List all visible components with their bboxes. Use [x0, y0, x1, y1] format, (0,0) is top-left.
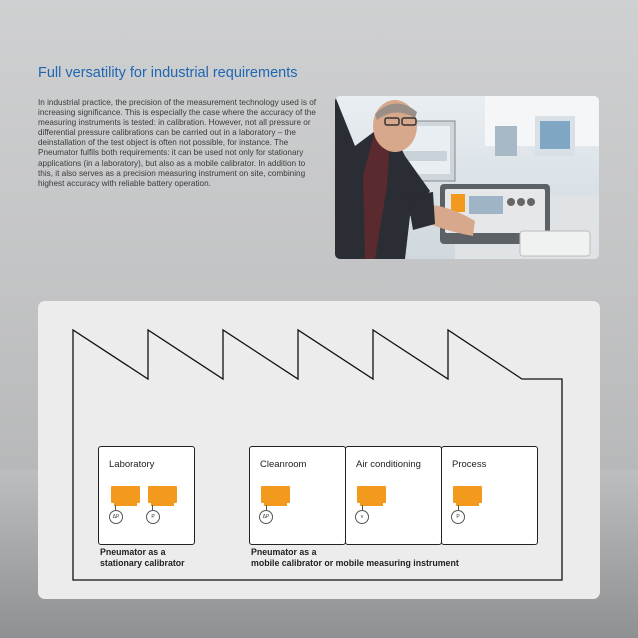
pneumator-device-icon: [357, 486, 386, 503]
differential-pressure-gauge-icon: ΔP: [259, 510, 273, 524]
box-label: Cleanroom: [260, 459, 307, 470]
pneumator-device-icon: [261, 486, 290, 503]
box-label: Air conditioning: [356, 459, 421, 470]
usage-diagram-panel: [38, 301, 600, 599]
box-label: Process: [452, 459, 487, 470]
box-label: Laboratory: [109, 459, 155, 470]
pneumator-device-icon: [111, 486, 140, 503]
caption-line: Pneumator as a: [100, 547, 166, 557]
velocity-gauge-icon: v: [355, 510, 369, 524]
box-laboratory: [98, 446, 195, 545]
caption-mobile: [251, 547, 459, 569]
caption-line: stationary calibrator: [100, 558, 185, 568]
photo-technician-calibrator: [335, 96, 599, 259]
pressure-gauge-icon: P: [451, 510, 465, 524]
box-cleanroom: [249, 446, 346, 545]
box-air-conditioning: [345, 446, 442, 545]
caption-stationary: [100, 547, 185, 569]
pneumator-device-icon: [148, 486, 177, 503]
differential-pressure-gauge-icon: ΔP: [109, 510, 123, 524]
caption-line: Pneumator as a: [251, 547, 317, 557]
pressure-gauge-icon: P: [146, 510, 160, 524]
page-title: Full versatility for industrial requirements: [38, 65, 298, 81]
caption-line: mobile calibrator or mobile measuring instrument: [251, 558, 459, 568]
intro-paragraph: In industrial practice, the precision of the measurement technology used is of increasing significance. This is especially the case where the accuracy of the measuring instruments is tested: in calibration. However, not all pressure or differential pressure calibrations can be carried out in a laboratory – the deinstallation of the test object is often not possible, for instance. The Pneumator fulfils both requirements: it can be used not only for stationary applications (in a laboratory), but also as a mobile calibrator. In addition to this, it also serves as a precision measuring instrument on site, combining highest accuracy with reliable battery operation.: [38, 98, 317, 188]
pneumator-device-icon: [453, 486, 482, 503]
box-process: [441, 446, 538, 545]
